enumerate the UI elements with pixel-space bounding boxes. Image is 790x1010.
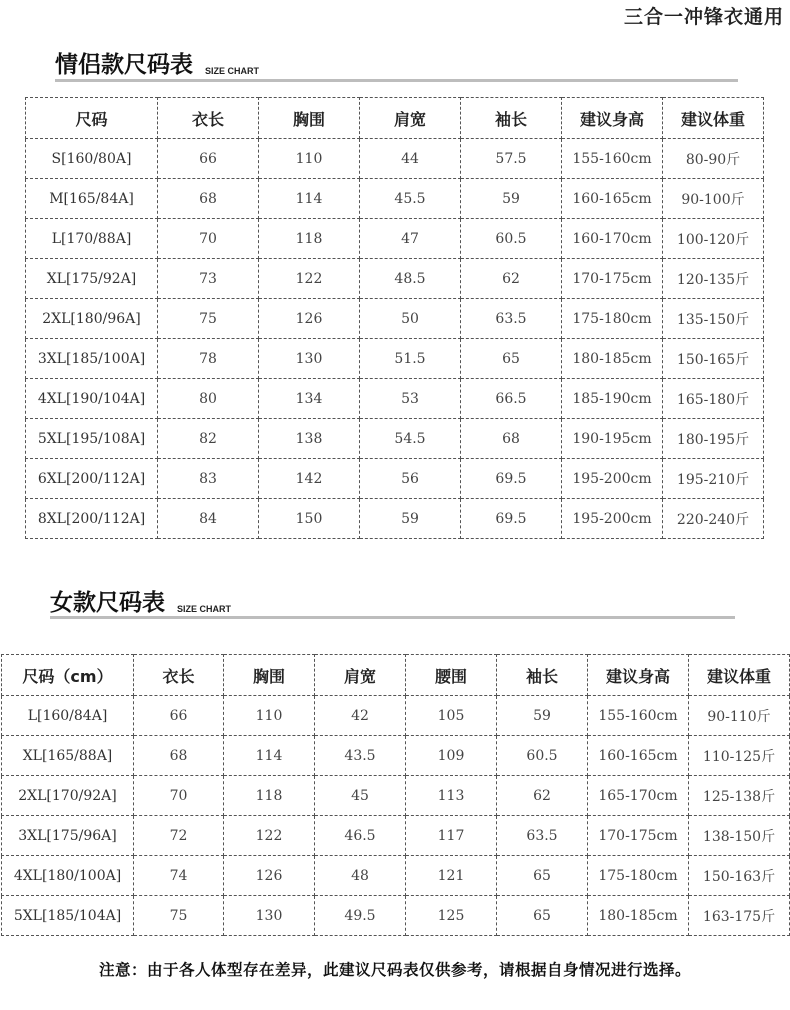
table-row xyxy=(26,139,764,179)
table-row xyxy=(26,179,764,219)
value-cell: 135-150斤 xyxy=(663,299,764,339)
value-cell: 114 xyxy=(259,179,360,219)
value-cell: 42 xyxy=(315,696,406,736)
column-header: 胸围 xyxy=(224,655,315,696)
couple-table-header-row xyxy=(26,98,764,139)
value-cell: 160-165cm xyxy=(588,736,689,776)
value-cell: 125 xyxy=(406,896,497,936)
value-cell: 51.5 xyxy=(360,339,461,379)
couple-chart-divider xyxy=(55,79,738,82)
column-header: 建议体重 xyxy=(689,655,790,696)
value-cell: 118 xyxy=(224,776,315,816)
value-cell: 150 xyxy=(259,499,360,539)
value-cell: 54.5 xyxy=(360,419,461,459)
value-cell: 126 xyxy=(224,856,315,896)
women-chart-heading xyxy=(50,584,231,617)
value-cell: 82 xyxy=(158,419,259,459)
column-header: 尺码（cm） xyxy=(2,655,134,696)
value-cell: 70 xyxy=(158,219,259,259)
table-row xyxy=(2,736,790,776)
table-row xyxy=(2,856,790,896)
size-cell: S[160/80A] xyxy=(26,139,158,179)
value-cell: 150-165斤 xyxy=(663,339,764,379)
value-cell: 66 xyxy=(158,139,259,179)
value-cell: 110 xyxy=(259,139,360,179)
value-cell: 130 xyxy=(224,896,315,936)
couple-chart-title: 情侣款尺码表 xyxy=(55,52,193,78)
couple-chart-heading xyxy=(55,46,259,79)
value-cell: 68 xyxy=(461,419,562,459)
value-cell: 75 xyxy=(134,896,224,936)
value-cell: 68 xyxy=(134,736,224,776)
size-cell: 8XL[200/112A] xyxy=(26,499,158,539)
column-header: 腰围 xyxy=(406,655,497,696)
value-cell: 109 xyxy=(406,736,497,776)
table-row xyxy=(26,379,764,419)
size-cell: L[160/84A] xyxy=(2,696,134,736)
value-cell: 62 xyxy=(497,776,588,816)
value-cell: 120-135斤 xyxy=(663,259,764,299)
women-table-header-row xyxy=(2,655,790,696)
table-row xyxy=(26,219,764,259)
women-chart-divider xyxy=(50,616,735,619)
value-cell: 190-195cm xyxy=(562,419,663,459)
value-cell: 65 xyxy=(497,896,588,936)
value-cell: 163-175斤 xyxy=(689,896,790,936)
size-cell: 3XL[185/100A] xyxy=(26,339,158,379)
table-row xyxy=(26,419,764,459)
value-cell: 142 xyxy=(259,459,360,499)
size-cell: XL[175/92A] xyxy=(26,259,158,299)
value-cell: 48 xyxy=(315,856,406,896)
value-cell: 90-110斤 xyxy=(689,696,790,736)
value-cell: 165-170cm xyxy=(588,776,689,816)
value-cell: 43.5 xyxy=(315,736,406,776)
value-cell: 150-163斤 xyxy=(689,856,790,896)
table-row xyxy=(26,299,764,339)
value-cell: 75 xyxy=(158,299,259,339)
size-cell: 4XL[190/104A] xyxy=(26,379,158,419)
value-cell: 66.5 xyxy=(461,379,562,419)
value-cell: 49.5 xyxy=(315,896,406,936)
value-cell: 70 xyxy=(134,776,224,816)
size-cell: 5XL[195/108A] xyxy=(26,419,158,459)
column-header: 肩宽 xyxy=(360,98,461,139)
size-cell: 6XL[200/112A] xyxy=(26,459,158,499)
value-cell: 48.5 xyxy=(360,259,461,299)
value-cell: 78 xyxy=(158,339,259,379)
value-cell: 121 xyxy=(406,856,497,896)
value-cell: 66 xyxy=(134,696,224,736)
value-cell: 138-150斤 xyxy=(689,816,790,856)
value-cell: 63.5 xyxy=(497,816,588,856)
value-cell: 59 xyxy=(461,179,562,219)
value-cell: 122 xyxy=(224,816,315,856)
value-cell: 47 xyxy=(360,219,461,259)
value-cell: 160-165cm xyxy=(562,179,663,219)
size-cell: 5XL[185/104A] xyxy=(2,896,134,936)
value-cell: 175-180cm xyxy=(562,299,663,339)
value-cell: 100-120斤 xyxy=(663,219,764,259)
value-cell: 59 xyxy=(497,696,588,736)
value-cell: 56 xyxy=(360,459,461,499)
couple-size-table xyxy=(25,97,764,539)
value-cell: 80 xyxy=(158,379,259,419)
value-cell: 110-125斤 xyxy=(689,736,790,776)
column-header: 建议体重 xyxy=(663,98,764,139)
couple-chart-subtitle: SIZE CHART xyxy=(205,66,259,76)
value-cell: 195-200cm xyxy=(562,459,663,499)
value-cell: 117 xyxy=(406,816,497,856)
table-row xyxy=(2,696,790,736)
column-header: 衣长 xyxy=(158,98,259,139)
size-cell: 2XL[180/96A] xyxy=(26,299,158,339)
value-cell: 180-195斤 xyxy=(663,419,764,459)
women-chart-subtitle: SIZE CHART xyxy=(177,604,231,614)
value-cell: 175-180cm xyxy=(588,856,689,896)
value-cell: 170-175cm xyxy=(562,259,663,299)
value-cell: 180-185cm xyxy=(562,339,663,379)
value-cell: 160-170cm xyxy=(562,219,663,259)
value-cell: 60.5 xyxy=(461,219,562,259)
value-cell: 114 xyxy=(224,736,315,776)
value-cell: 74 xyxy=(134,856,224,896)
value-cell: 130 xyxy=(259,339,360,379)
column-header: 袖长 xyxy=(461,98,562,139)
size-cell: XL[165/88A] xyxy=(2,736,134,776)
column-header: 尺码 xyxy=(26,98,158,139)
value-cell: 126 xyxy=(259,299,360,339)
column-header: 肩宽 xyxy=(315,655,406,696)
value-cell: 45 xyxy=(315,776,406,816)
column-header: 建议身高 xyxy=(588,655,689,696)
value-cell: 125-138斤 xyxy=(689,776,790,816)
table-row xyxy=(26,499,764,539)
column-header: 袖长 xyxy=(497,655,588,696)
value-cell: 155-160cm xyxy=(588,696,689,736)
value-cell: 60.5 xyxy=(497,736,588,776)
value-cell: 65 xyxy=(497,856,588,896)
footer-note: 注意：由于各人体型存在差异，此建议尺码表仅供参考，请根据自身情况进行选择。 xyxy=(98,961,691,979)
table-row xyxy=(2,896,790,936)
value-cell: 62 xyxy=(461,259,562,299)
value-cell: 44 xyxy=(360,139,461,179)
value-cell: 138 xyxy=(259,419,360,459)
value-cell: 122 xyxy=(259,259,360,299)
size-cell: L[170/88A] xyxy=(26,219,158,259)
table-row xyxy=(26,339,764,379)
value-cell: 170-175cm xyxy=(588,816,689,856)
value-cell: 68 xyxy=(158,179,259,219)
value-cell: 63.5 xyxy=(461,299,562,339)
value-cell: 50 xyxy=(360,299,461,339)
value-cell: 84 xyxy=(158,499,259,539)
value-cell: 69.5 xyxy=(461,499,562,539)
size-cell: 2XL[170/92A] xyxy=(2,776,134,816)
value-cell: 155-160cm xyxy=(562,139,663,179)
value-cell: 90-100斤 xyxy=(663,179,764,219)
value-cell: 53 xyxy=(360,379,461,419)
women-chart-title: 女款尺码表 xyxy=(50,590,165,616)
column-header: 衣长 xyxy=(134,655,224,696)
garment-type-label: 三合一冲锋衣通用 xyxy=(623,6,784,28)
value-cell: 110 xyxy=(224,696,315,736)
value-cell: 46.5 xyxy=(315,816,406,856)
value-cell: 72 xyxy=(134,816,224,856)
value-cell: 118 xyxy=(259,219,360,259)
value-cell: 83 xyxy=(158,459,259,499)
value-cell: 73 xyxy=(158,259,259,299)
column-header: 建议身高 xyxy=(562,98,663,139)
table-row xyxy=(2,816,790,856)
value-cell: 180-185cm xyxy=(588,896,689,936)
column-header: 胸围 xyxy=(259,98,360,139)
table-row xyxy=(26,459,764,499)
value-cell: 69.5 xyxy=(461,459,562,499)
value-cell: 185-190cm xyxy=(562,379,663,419)
value-cell: 57.5 xyxy=(461,139,562,179)
value-cell: 59 xyxy=(360,499,461,539)
value-cell: 165-180斤 xyxy=(663,379,764,419)
value-cell: 195-200cm xyxy=(562,499,663,539)
size-cell: M[165/84A] xyxy=(26,179,158,219)
value-cell: 134 xyxy=(259,379,360,419)
value-cell: 65 xyxy=(461,339,562,379)
value-cell: 195-210斤 xyxy=(663,459,764,499)
women-size-table xyxy=(1,654,790,936)
value-cell: 45.5 xyxy=(360,179,461,219)
value-cell: 105 xyxy=(406,696,497,736)
value-cell: 220-240斤 xyxy=(663,499,764,539)
size-cell: 3XL[175/96A] xyxy=(2,816,134,856)
table-row xyxy=(2,776,790,816)
size-cell: 4XL[180/100A] xyxy=(2,856,134,896)
table-row xyxy=(26,259,764,299)
value-cell: 113 xyxy=(406,776,497,816)
value-cell: 80-90斤 xyxy=(663,139,764,179)
